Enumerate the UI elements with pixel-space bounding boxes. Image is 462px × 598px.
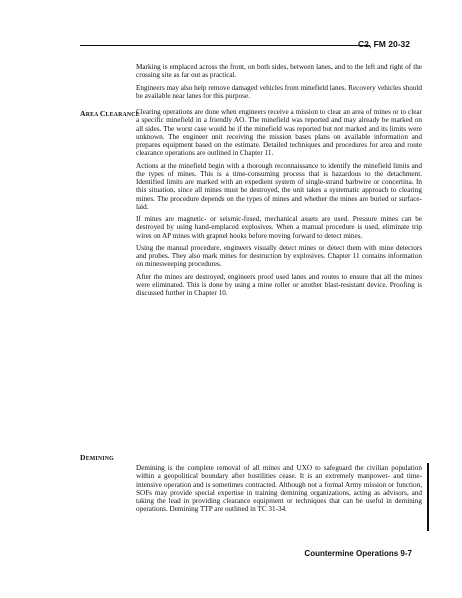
- change-bar: [427, 463, 429, 531]
- area-clearance-paragraph-4: Using the manual procedure, engineers visually detect mines or detect them with mine detectors and probes. They also mark mines for destruction by explosives. Chapter 11 contains information on minesweeping procedures.: [136, 243, 422, 269]
- area-clearance-paragraph-1: Clearing operations are done when engineers receive a mission to clear an area of mines or to clear a specific minefield in a friendly AO. The minefield was reported and may already be marked on all sides. The worst case would be if the minefield was reported but not marked and its limits were unknown. The engineer unit receiving the mission bases plans on available information and prepares equipment based on the estimate. Detailed techniques and procedures for area and route clearance operations are outlined in Chapter 11.: [136, 108, 422, 158]
- area-clearance-paragraph-2: Actions at the minefield begin with a thorough reconnaissance to identify the minefield limits and the types of mines. This is a time-consuming process that is hazardous to the detachment. Identified limits are marked with an expedient system of single-strand barbwire or concertina. In this situation, since all mines must be destroyed, the unit takes a systematic approach to clearing mines. The procedure depends on the types of mines and whether the mines are buried or surface-laid.: [136, 161, 422, 211]
- page-footer: Countermine Operations 9-7: [304, 549, 412, 558]
- intro-block: [136, 63, 422, 104]
- demining-block: [136, 464, 422, 518]
- demining-paragraph-1: Demining is the complete removal of all mines and UXO to safeguard the civilian population within a geopolitical boundary after hostilities cease. It is an extremely manpower- and time-intensive operation and is sometimes contracted. Although not a formal Army mission or function, SOFs may provide special expertise in training demining organizations, acting as advisors, and taking the lead in providing clearance equipment or techniques that can be useful in demining operations. Demining TTP are outlined in TC 31-34.: [136, 464, 422, 514]
- intro-paragraph-2: Engineers may also help remove damaged vehicles from minefield lanes. Recovery vehicles should be available near lanes for this purpose.: [136, 83, 423, 100]
- intro-paragraph-1: Marking is emplaced across the front, on both sides, between lanes, and to the left and right of the crossing site as far out as practical.: [136, 63, 422, 80]
- area-clearance-paragraph-3: If mines are magnetic- or seismic-fused, mechanical assets are used. Pressure mines can be destroyed by using hand-emplaced explosives. When a manual procedure is used, eliminate trip wires on AP mines with grapnel hooks before moving forward to detect mines.: [136, 215, 422, 240]
- area-clearance-heading: AREA CLEARANCE: [80, 109, 140, 118]
- header-rule: [80, 45, 370, 46]
- demining-heading: DEMINING: [80, 453, 114, 462]
- running-header: C2, FM 20-32: [358, 39, 410, 49]
- area-clearance-paragraph-5: After the mines are destroyed, engineers proof used lanes and routes to ensure that all the mines were eliminated. This is done by using a mine roller or another blast-resistant device. Proofing is discussed further in Chapter 10.: [136, 272, 422, 297]
- area-clearance-block: [136, 108, 422, 301]
